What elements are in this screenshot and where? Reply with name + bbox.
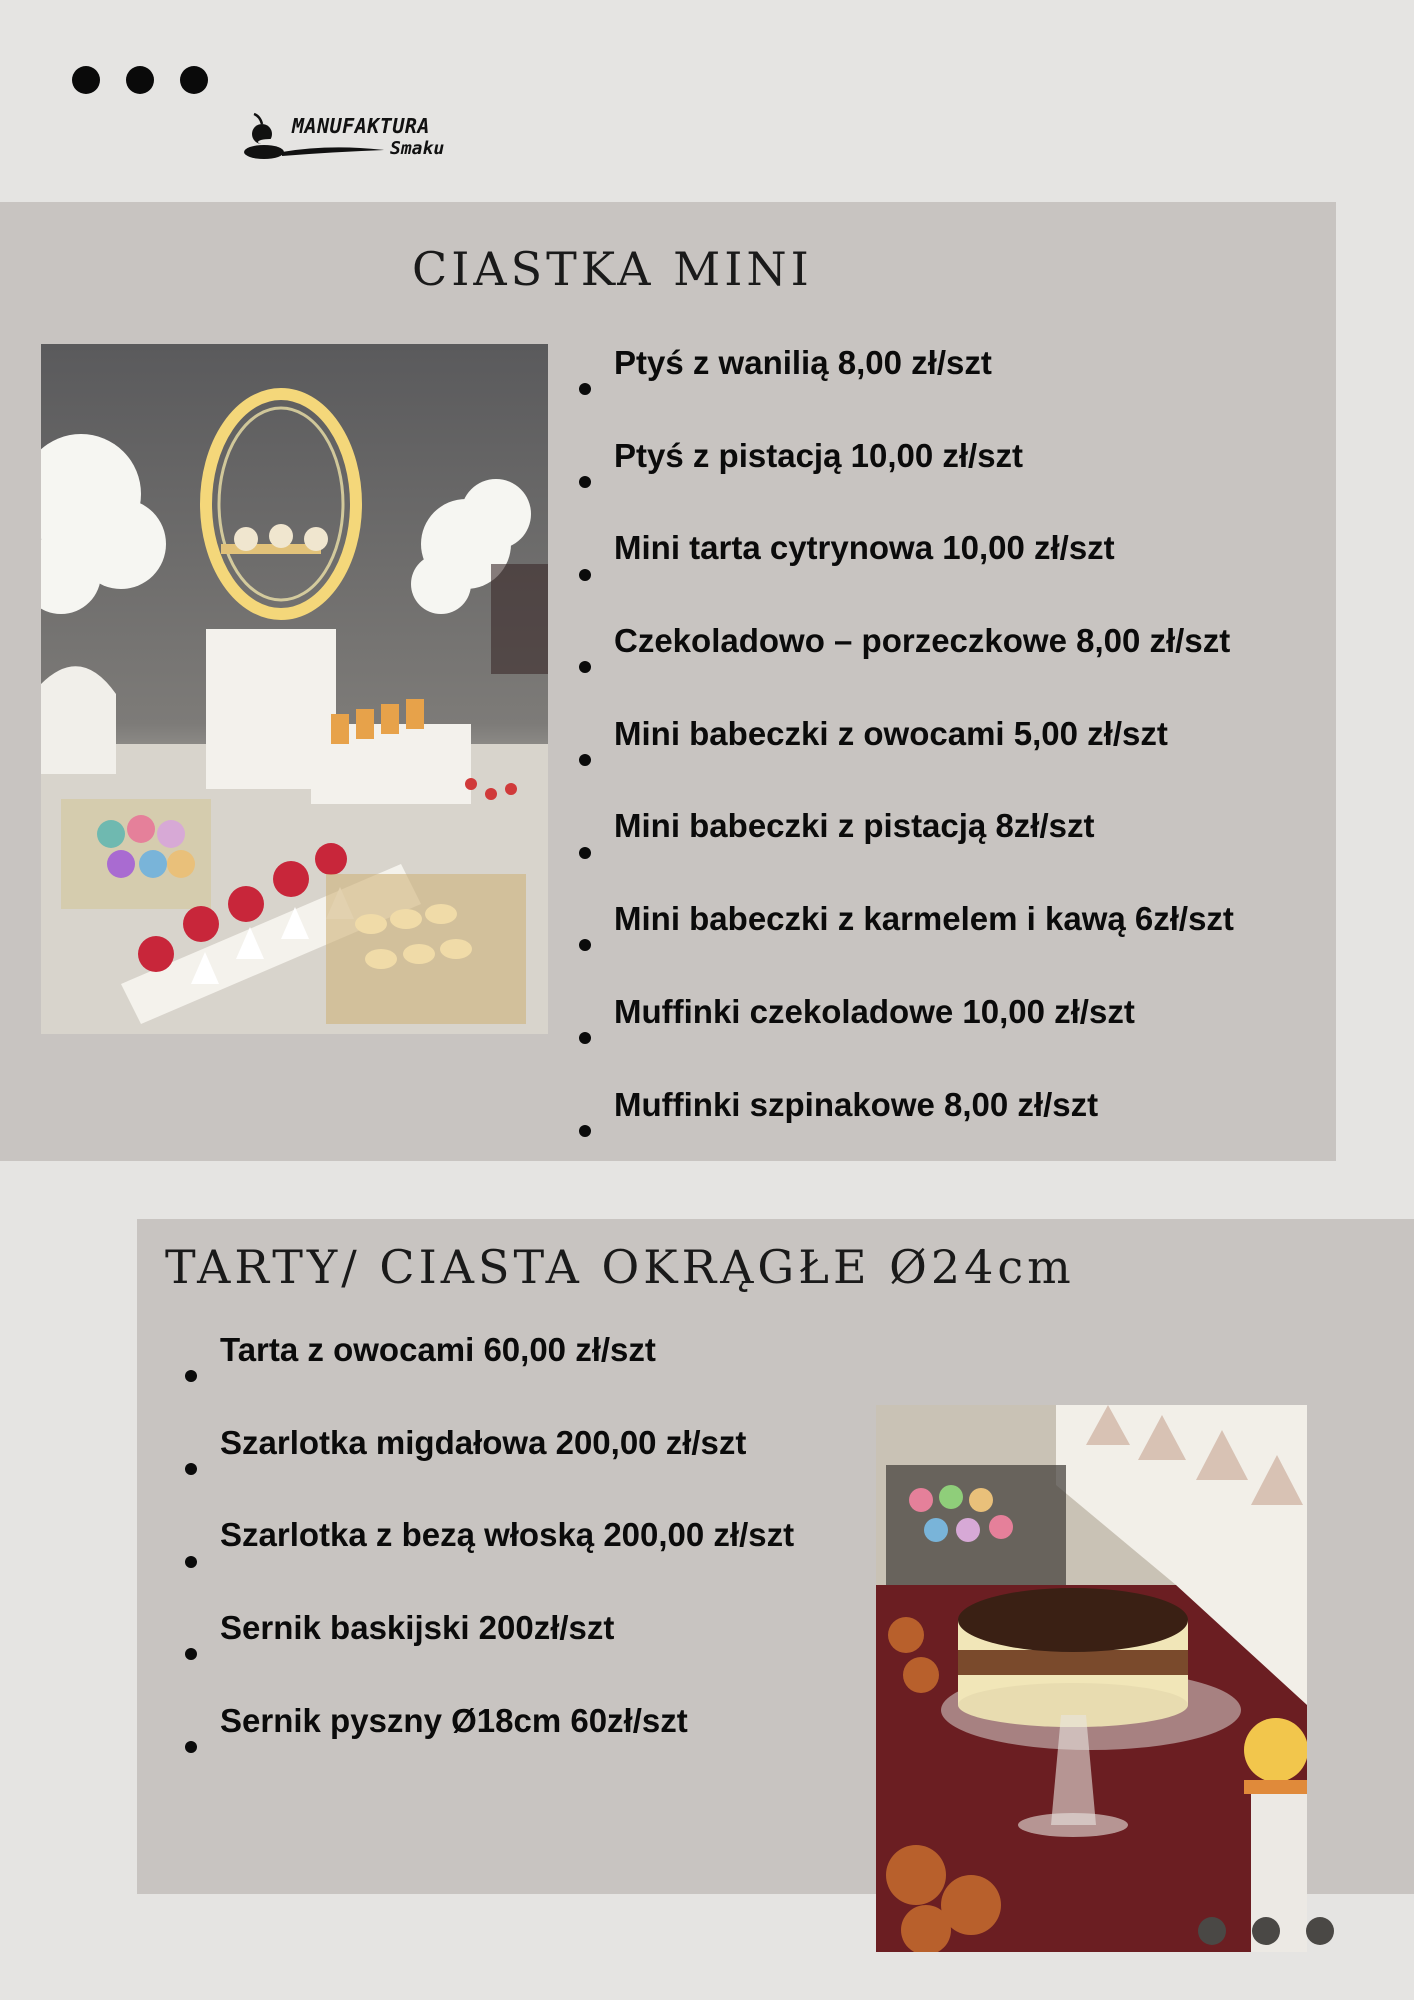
list-item: Muffinki czekoladowe 10,00 zł/szt [614,992,1234,1085]
decorative-dots-bottom [1198,1917,1334,1945]
brand-subname: Smaku [390,138,445,159]
list-item: Tarta z owocami 60,00 zł/szt [220,1330,794,1423]
list-item: Mini babeczki z karmelem i kawą 6zł/szt [614,899,1234,992]
list-item: Sernik baskijski 200zł/szt [220,1608,794,1701]
dot [1198,1917,1226,1945]
cheesecake-photo [876,1405,1307,1952]
list-item: Muffinki szpinakowe 8,00 zł/szt [614,1085,1234,1178]
dessert-table-photo [41,344,548,1034]
tarty-items-list [220,1330,794,1793]
section-title-mini: CIASTKA MINI [412,242,813,296]
list-item: Sernik pyszny Ø18cm 60zł/szt [220,1701,794,1794]
decorative-dots-top [72,66,208,94]
list-item: Mini tarta cytrynowa 10,00 zł/szt [614,528,1234,621]
mini-items-list [614,343,1234,1177]
brand-logo [240,112,470,164]
dot [72,66,100,94]
list-item: Szarlotka migdałowa 200,00 zł/szt [220,1423,794,1516]
dot [126,66,154,94]
list-item: Ptyś z wanilią 8,00 zł/szt [614,343,1234,436]
list-item: Szarlotka z bezą włoską 200,00 zł/szt [220,1515,794,1608]
brand-name: MANUFAKTURA [292,114,430,138]
dot [180,66,208,94]
section-title-tarty: TARTY/ CIASTA OKRĄGŁE Ø24cm [165,1240,1075,1294]
list-item: Mini babeczki z pistacją 8zł/szt [614,806,1234,899]
list-item: Ptyś z pistacją 10,00 zł/szt [614,436,1234,529]
dot [1306,1917,1334,1945]
dot [1252,1917,1280,1945]
list-item: Mini babeczki z owocami 5,00 zł/szt [614,714,1234,807]
list-item: Czekoladowo – porzeczkowe 8,00 zł/szt [614,621,1234,714]
